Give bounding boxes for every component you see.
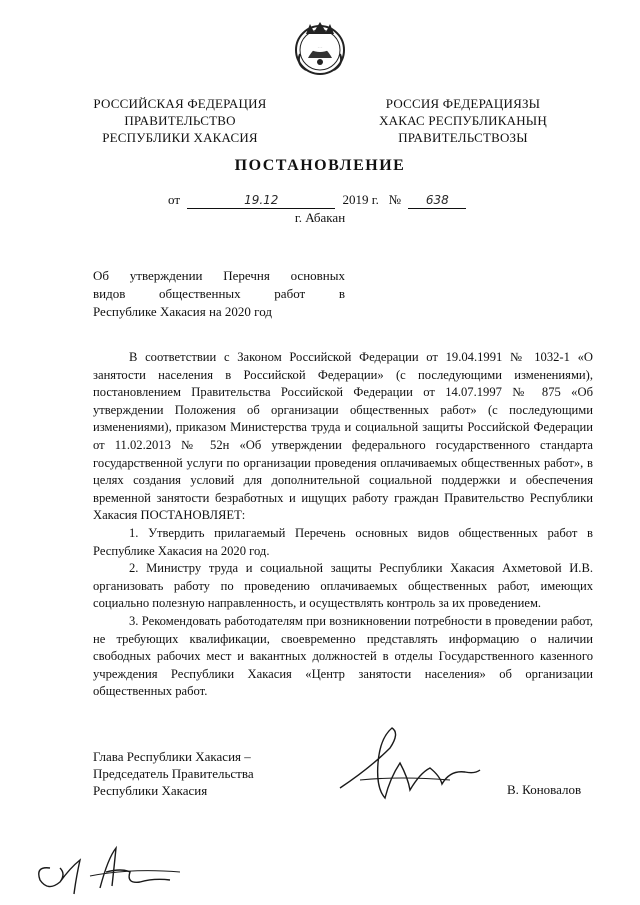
date-number-line	[168, 192, 466, 209]
body-paragraph: 3. Рекомендовать работодателям при возникновении потребности в проведении работ, не требующих квалификации, своевременно представлять информацию о наличии свободных рабочих мест и вакантных должностей в отделы Государственного казенного учреждения Республики Хакасия «Центр занятости населения» об организации общественных работ.	[93, 613, 593, 699]
handwritten-date: 19.12	[187, 194, 335, 209]
number-sign: №	[388, 192, 402, 207]
signatory-position-line: Глава Республики Хакасия –	[93, 749, 251, 764]
header-left-line: ПРАВИТЕЛЬСТВО	[124, 113, 236, 128]
body-text	[93, 349, 593, 701]
body-paragraph: 2. Министру труда и социальной защиты Республики Хакасия Ахметовой И.В. организовать работу по проведению оплачиваемых общественных работ, имеющих социально полезную направленность, и осуществлять контроль за их проведением.	[93, 561, 593, 611]
handwritten-number: 638	[408, 194, 466, 209]
city-line: г. Абакан	[294, 210, 346, 225]
coat-of-arms-emblem	[292, 20, 348, 78]
header-right-line: ПРАВИТЕЛЬСТВОЗЫ	[398, 130, 528, 145]
approval-visa-handwriting	[30, 838, 200, 898]
year-text: 2019 г.	[342, 192, 379, 207]
signatory-name: В. Коновалов	[507, 782, 582, 797]
signatory-position	[93, 748, 313, 799]
body-paragraph: В соответствии с Законом Российской Федерации от 19.04.1991 № 1032-1 «О занятости населения в Российской Федерации» (с последующими изменениями), постановлением Правительства Российской Федерации от 14.07.1997 № 875 «Об утверждении Положения об организации общественных работ» (с последующими изменениями), приказом Министерства труда и социальной защиты Российской Федерации от 11.02.2013 № 52н «Об утверждении федерального государственного стандарта государственной услуги по организации проведения оплачиваемых общественных работ», в целях создания условий для дополнительной социальной поддержки и обеспечения временной занятости безработных и ищущих работу граждан Правительство Республики Хакасия ПОСТАНОВЛЯЕТ:	[93, 350, 593, 523]
body-paragraph: 1. Утвердить прилагаемый Перечень основных видов общественных работ в Республике Хакасия на 2020 год.	[93, 525, 593, 558]
signatory-position-line: Председатель Правительства	[93, 766, 254, 781]
signatory-position-line: Республики Хакасия	[93, 783, 208, 798]
subject-line: видов общественных работ в	[93, 286, 345, 301]
header-left-line: РОССИЙСКАЯ ФЕДЕРАЦИЯ	[93, 96, 267, 111]
header-right-line: ХАКАС РЕСПУБЛИКАНЫҢ	[379, 113, 547, 128]
subject-line: Об утверждении Перечня основных	[93, 268, 345, 283]
subject-line: Республике Хакасия на 2020 год	[93, 304, 272, 319]
header-russian-block	[80, 95, 280, 146]
header-khakas-block	[363, 95, 563, 146]
date-prefix: от	[168, 192, 181, 207]
subject-block	[93, 267, 345, 321]
handwritten-signature	[330, 718, 490, 808]
header-left-line: РЕСПУБЛИКИ ХАКАСИЯ	[102, 130, 258, 145]
document-title: ПОСТАНОВЛЕНИЕ	[234, 157, 406, 174]
header-right-line: РОССИЯ ФЕДЕРАЦИЯЗЫ	[385, 96, 541, 111]
